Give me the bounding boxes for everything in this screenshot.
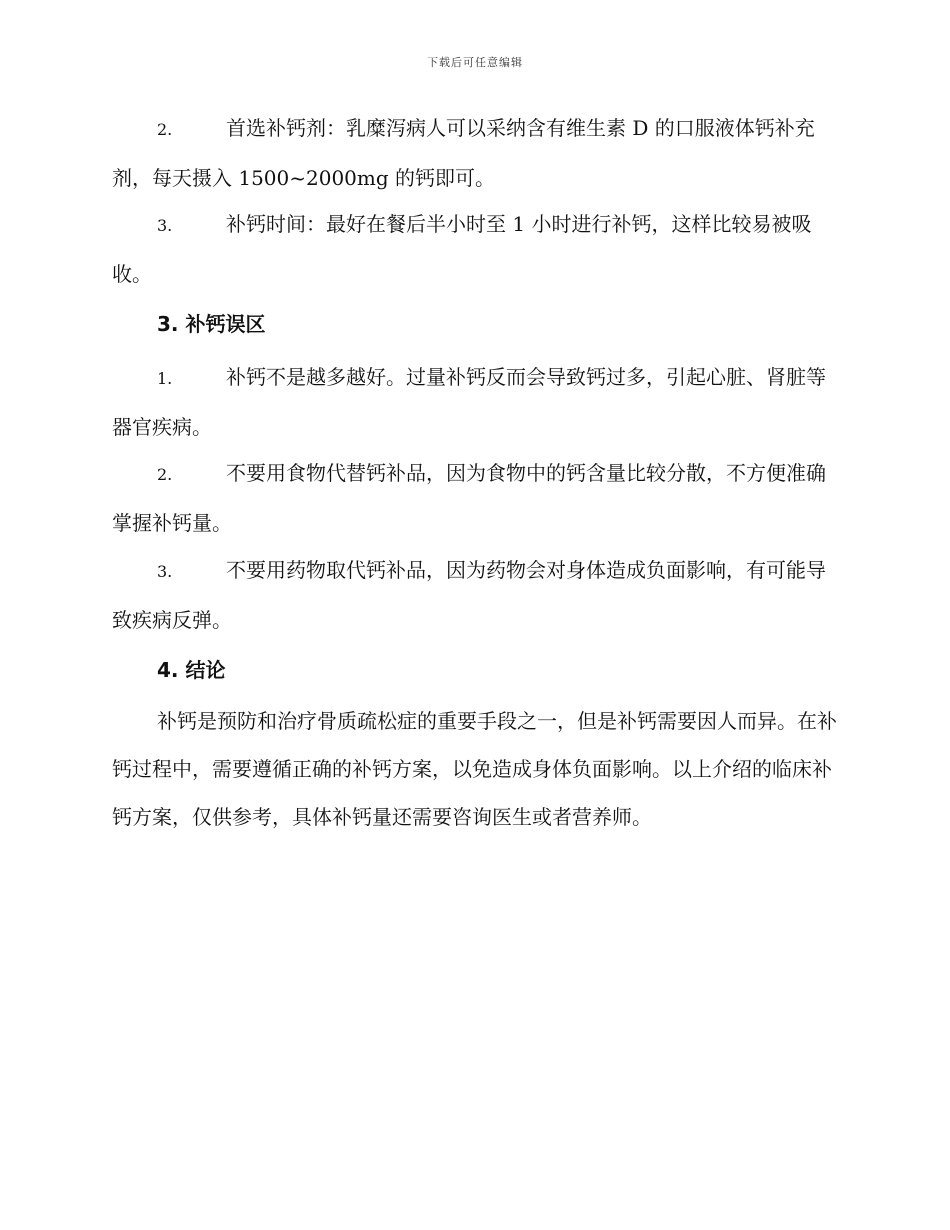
list-item: [112, 104, 837, 202]
list-number: 1.: [157, 369, 173, 388]
list-number: 2.: [157, 120, 173, 139]
list-text: 不要用药物取代钙补品，因为药物会对身体造成负面影响，有可能导致疾病反弹。: [112, 558, 826, 632]
list-item: [112, 353, 837, 451]
list-number: 3.: [157, 216, 173, 235]
list-item: [112, 449, 837, 547]
page-header: 下载后可任意编辑: [427, 56, 523, 69]
conclusion-paragraph: 补钙是预防和治疗骨质疏松症的重要手段之一，但是补钙需要因人而异。在补钙过程中，需要遵循正确的补钙方案，以免造成身体负面影响。以上介绍的临床补钙方案，仅供参考，具体补钙量还需要咨询医生或者营养师。: [112, 709, 837, 829]
list-text: 不要用食物代替钙补品，因为食物中的钙含量比较分散，不方便准确掌握补钙量。: [112, 461, 826, 535]
list-number: 3.: [157, 562, 173, 581]
list-text: 补钙时间：最好在餐后半小时至 1 小时进行补钙，这样比较易被吸收。: [112, 212, 812, 286]
list-text: 首选补钙剂：乳糜泻病人可以采纳含有维生素 D 的口服液体钙补充剂，每天摄入 1500~2000mg 的钙即可。: [112, 116, 815, 190]
section-heading: 4. 结论: [157, 658, 226, 682]
section-heading: 3. 补钙误区: [157, 312, 266, 336]
list-number: 2.: [157, 465, 173, 484]
list-item: [112, 546, 837, 644]
list-text: 补钙不是越多越好。过量补钙反而会导致钙过多，引起心脏、肾脏等器官疾病。: [112, 365, 826, 439]
list-item: [112, 200, 837, 298]
